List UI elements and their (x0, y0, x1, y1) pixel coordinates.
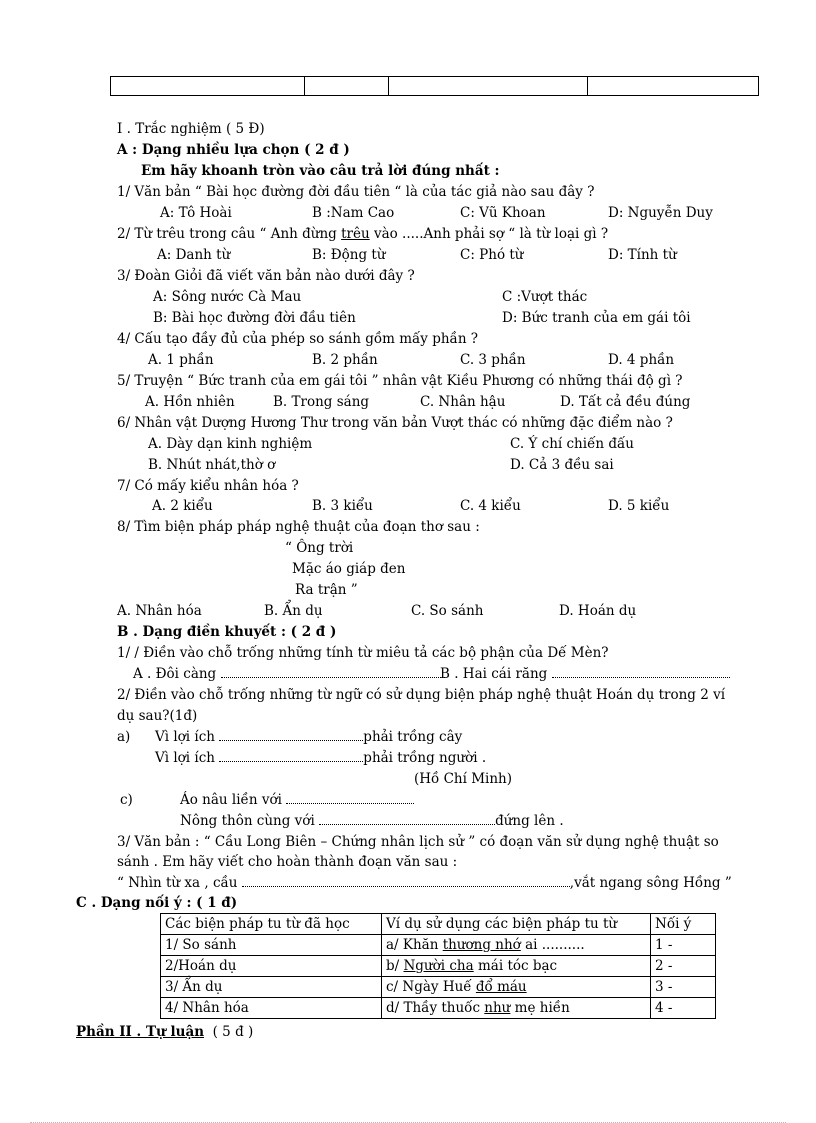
q6-option-c[interactable]: C. Ý chí chiến đấu (510, 436, 634, 452)
q2-option-a[interactable]: A: Danh từ (157, 247, 231, 263)
poem-line-1: “ Ông trời (285, 540, 354, 556)
q4-option-b[interactable]: B. 2 phần (312, 352, 378, 368)
fill-blank[interactable] (221, 666, 445, 678)
fill-blank[interactable] (552, 666, 730, 678)
q1-option-d[interactable]: D: Nguyễn Duy (608, 205, 713, 221)
table-cell: d/ Thầy thuốc như mẹ hiền (382, 998, 651, 1019)
header-table-row (110, 76, 759, 96)
q8-option-a[interactable]: A. Nhân hóa (117, 603, 202, 619)
fill-q1-item-a: A . Đôi càng (133, 664, 445, 684)
q2-option-b[interactable]: B: Động từ (312, 247, 386, 263)
table-cell: 1/ So sánh (161, 935, 382, 956)
fill-question-2-cont: dụ sau?(1đ) (117, 708, 198, 724)
q4-option-a[interactable]: A. 1 phần (148, 352, 214, 368)
example-a-line-2: Vì lợi ích phải trồng người . (155, 750, 487, 766)
question-4: 4/ Cấu tạo đầy đủ của phép so sánh gồm mấy phần ? (117, 331, 479, 347)
question-6: 6/ Nhân vật Dượng Hương Thư trong văn bản Vượt thác có những đặc điểm nào ? (117, 415, 673, 431)
table-row (161, 956, 716, 977)
q1-option-c[interactable]: C: Vũ Khoan (460, 205, 546, 221)
q6-option-b[interactable]: B. Nhút nhát,thờ ơ (148, 457, 276, 473)
question-8: 8/ Tìm biện pháp pháp nghệ thuật của đoạn thơ sau : (117, 519, 480, 535)
part1-title: I . Trắc nghiệm ( 5 Đ) (117, 121, 265, 137)
table-row (161, 935, 716, 956)
q8-option-c[interactable]: C. So sánh (411, 603, 484, 619)
section-b-title: B . Dạng điền khuyết : ( 2 đ ) (117, 624, 337, 640)
table-row (161, 977, 716, 998)
example-c-line-2: Nông thôn cùng với đứng lên . (180, 813, 564, 829)
q7-option-c[interactable]: C. 4 kiểu (460, 498, 521, 514)
table-header-cell: Ví dụ sử dụng các biện pháp tu từ (382, 914, 651, 935)
q8-option-b[interactable]: B. Ẩn dụ (264, 603, 323, 619)
fill-question-3-cont: sánh . Em hãy viết cho hoàn thành đoạn văn sau : (117, 854, 458, 870)
q5-option-c[interactable]: C. Nhân hậu (420, 394, 506, 410)
example-a-line-1: Vì lợi ích phải trồng cây (155, 729, 463, 745)
part2-heading (76, 1022, 253, 1042)
section-a-instruction: Em hãy khoanh tròn vào câu trả lời đúng nhất : (141, 163, 500, 179)
table-cell: 3/ Ẩn dụ (161, 977, 382, 998)
quote-author: (Hồ Chí Minh) (414, 771, 513, 787)
match-cell[interactable]: 1 - (651, 935, 716, 956)
q6-option-d[interactable]: D. Cả 3 đều sai (510, 457, 614, 473)
q7-option-a[interactable]: A. 2 kiểu (152, 498, 213, 514)
q4-option-d[interactable]: D. 4 phần (608, 352, 675, 368)
poem-line-2: Mặc áo giáp đen (292, 561, 406, 577)
question-7: 7/ Có mấy kiểu nhân hóa ? (117, 478, 299, 494)
table-cell: a/ Khăn thương nhớ ai .......... (382, 935, 651, 956)
table-header-row (161, 914, 716, 935)
match-cell[interactable]: 4 - (651, 998, 716, 1019)
q7-option-b[interactable]: B. 3 kiểu (312, 498, 373, 514)
example-c-line-1: Áo nâu liền với (180, 790, 414, 810)
fill-blank[interactable] (219, 729, 363, 741)
q3-option-c[interactable]: C :Vượt thác (502, 289, 588, 305)
example-c-label: c) (120, 792, 133, 808)
question-3: 3/ Đoàn Giỏi đã viết văn bản nào dưới đây ? (117, 268, 415, 284)
fill-q3-sentence: “ Nhìn từ xa , cầu ,vắt ngang sông Hồng ” (117, 875, 732, 891)
q2-option-d[interactable]: D: Tính từ (608, 247, 677, 263)
table-cell: b/ Người cha mái tóc bạc (382, 956, 651, 977)
question-1: 1/ Văn bản “ Bài học đường đời đầu tiên “ là của tác giả nào sau đây ? (117, 184, 595, 200)
table-header-cell: Nối ý (651, 914, 716, 935)
section-c-title: C . Dạng nối ý : ( 1 đ) (76, 895, 238, 911)
fill-blank[interactable] (286, 792, 414, 804)
q5-option-b[interactable]: B. Trong sáng (273, 394, 370, 410)
q8-option-d[interactable]: D. Hoán dụ (559, 603, 637, 619)
match-cell[interactable]: 3 - (651, 977, 716, 998)
q7-option-d[interactable]: D. 5 kiểu (608, 498, 670, 514)
matching-table (160, 913, 716, 1019)
q3-option-a[interactable]: A: Sông nước Cà Mau (153, 289, 302, 305)
question-2: 2/ Từ trêu trong câu “ Anh đừng trêu vào .....Anh phải sợ “ là từ loại gì ? (117, 226, 609, 242)
q2-option-c[interactable]: C: Phó từ (460, 247, 524, 263)
table-header-cell: Các biện pháp tu từ đã học (161, 914, 382, 935)
table-cell: c/ Ngày Huế đổ máu (382, 977, 651, 998)
fill-blank[interactable] (242, 875, 570, 887)
fill-question-3: 3/ Văn bản : “ Cầu Long Biên – Chứng nhân lịch sử ” có đoạn văn sử dụng nghệ thuật so (117, 834, 719, 850)
part2-points: ( 5 đ ) (212, 1024, 254, 1040)
example-a-label: a) (117, 729, 131, 745)
part2-title: Phần II . Tự luận (76, 1024, 205, 1040)
fill-question-1: 1/ / Điền vào chỗ trống những tính từ miêu tả các bộ phận của Dế Mèn? (117, 645, 609, 661)
q6-option-a[interactable]: A. Dày dạn kinh nghiệm (148, 436, 313, 452)
poem-line-3: Ra trận ” (295, 582, 358, 598)
q5-option-d[interactable]: D. Tất cả đều đúng (560, 394, 691, 410)
fill-blank[interactable] (219, 750, 363, 762)
table-cell: 2/Hoán dụ (161, 956, 382, 977)
q3-option-d[interactable]: D: Bức tranh của em gái tôi (502, 310, 691, 326)
section-a-title: A : Dạng nhiều lựa chọn ( 2 đ ) (117, 142, 350, 158)
match-cell[interactable]: 2 - (651, 956, 716, 977)
q1-option-a[interactable]: A: Tô Hoài (160, 205, 232, 221)
table-row (161, 998, 716, 1019)
table-cell: 4/ Nhân hóa (161, 998, 382, 1019)
fill-question-2: 2/ Điền vào chỗ trống những từ ngữ có sử dụng biện pháp nghệ thuật Hoán dụ trong 2 ví (117, 687, 726, 703)
fill-q1-item-b: B . Hai cái răng (440, 664, 730, 684)
question-5: 5/ Truyện “ Bức tranh của em gái tôi ” nhân vật Kiều Phương có những thái độ gì ? (117, 373, 683, 389)
fill-blank[interactable] (319, 813, 495, 825)
q3-option-b[interactable]: B: Bài học đường đời đầu tiên (153, 310, 356, 326)
q4-option-c[interactable]: C. 3 phần (460, 352, 526, 368)
q5-option-a[interactable]: A. Hồn nhiên (145, 394, 235, 410)
q1-option-b[interactable]: B :Nam Cao (312, 205, 395, 221)
